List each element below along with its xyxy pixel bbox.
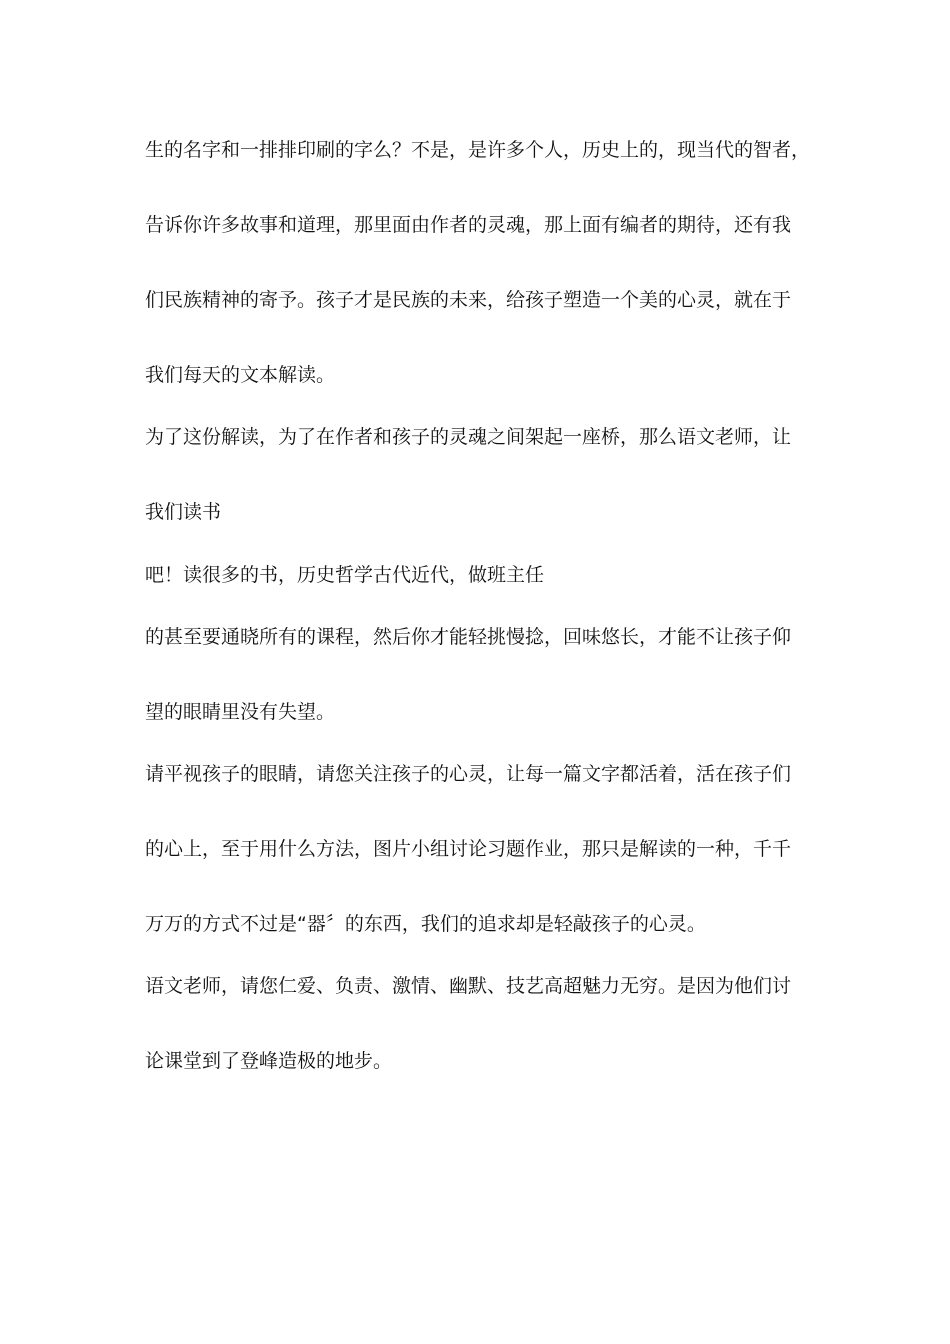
text-line: 们民族精神的寄予。孩子才是民族的未来，给孩子塑造一个美的心灵，就在于 [145, 289, 792, 311]
text-line: 论课堂到了登峰造极的地步。 [145, 1050, 393, 1072]
text-line: 告诉你许多故事和道理，那里面由作者的灵魂，那上面有编者的期待，还有我 [145, 214, 792, 236]
text-line: 望的眼睛里没有失望。 [145, 701, 336, 723]
text-line: 我们每天的文本解读。 [145, 364, 336, 386]
text-line: 我们读书 [145, 501, 222, 523]
text-line: 吧！读很多的书，历史哲学古代近代，做班主任 [145, 564, 545, 586]
text-line: 请平视孩子的眼睛，请您关注孩子的心灵，让每一篇文字都活着，活在孩子们 [145, 763, 792, 785]
text-line: 的心上，至于用什么方法，图片小组讨论习题作业，那只是解读的一种，千千 [145, 838, 792, 860]
text-line: 万万的方式不过是“器〞的东西，我们的追求却是轻敲孩子的心灵。 [145, 913, 706, 935]
text-line: 的甚至要通晓所有的课程，然后你才能轻挑慢捻，回味悠长，才能不让孩子仰 [145, 626, 792, 648]
text-line: 生的名字和一排排印刷的字么？不是，是许多个人，历史上的，现当代的智者， [145, 139, 811, 161]
text-line: 语文老师，请您仁爱、负责、激情、幽默、技艺高超魅力无穷。是因为他们讨 [145, 975, 792, 997]
text-line: 为了这份解读，为了在作者和孩子的灵魂之间架起一座桥，那么语文老师，让 [145, 426, 792, 448]
